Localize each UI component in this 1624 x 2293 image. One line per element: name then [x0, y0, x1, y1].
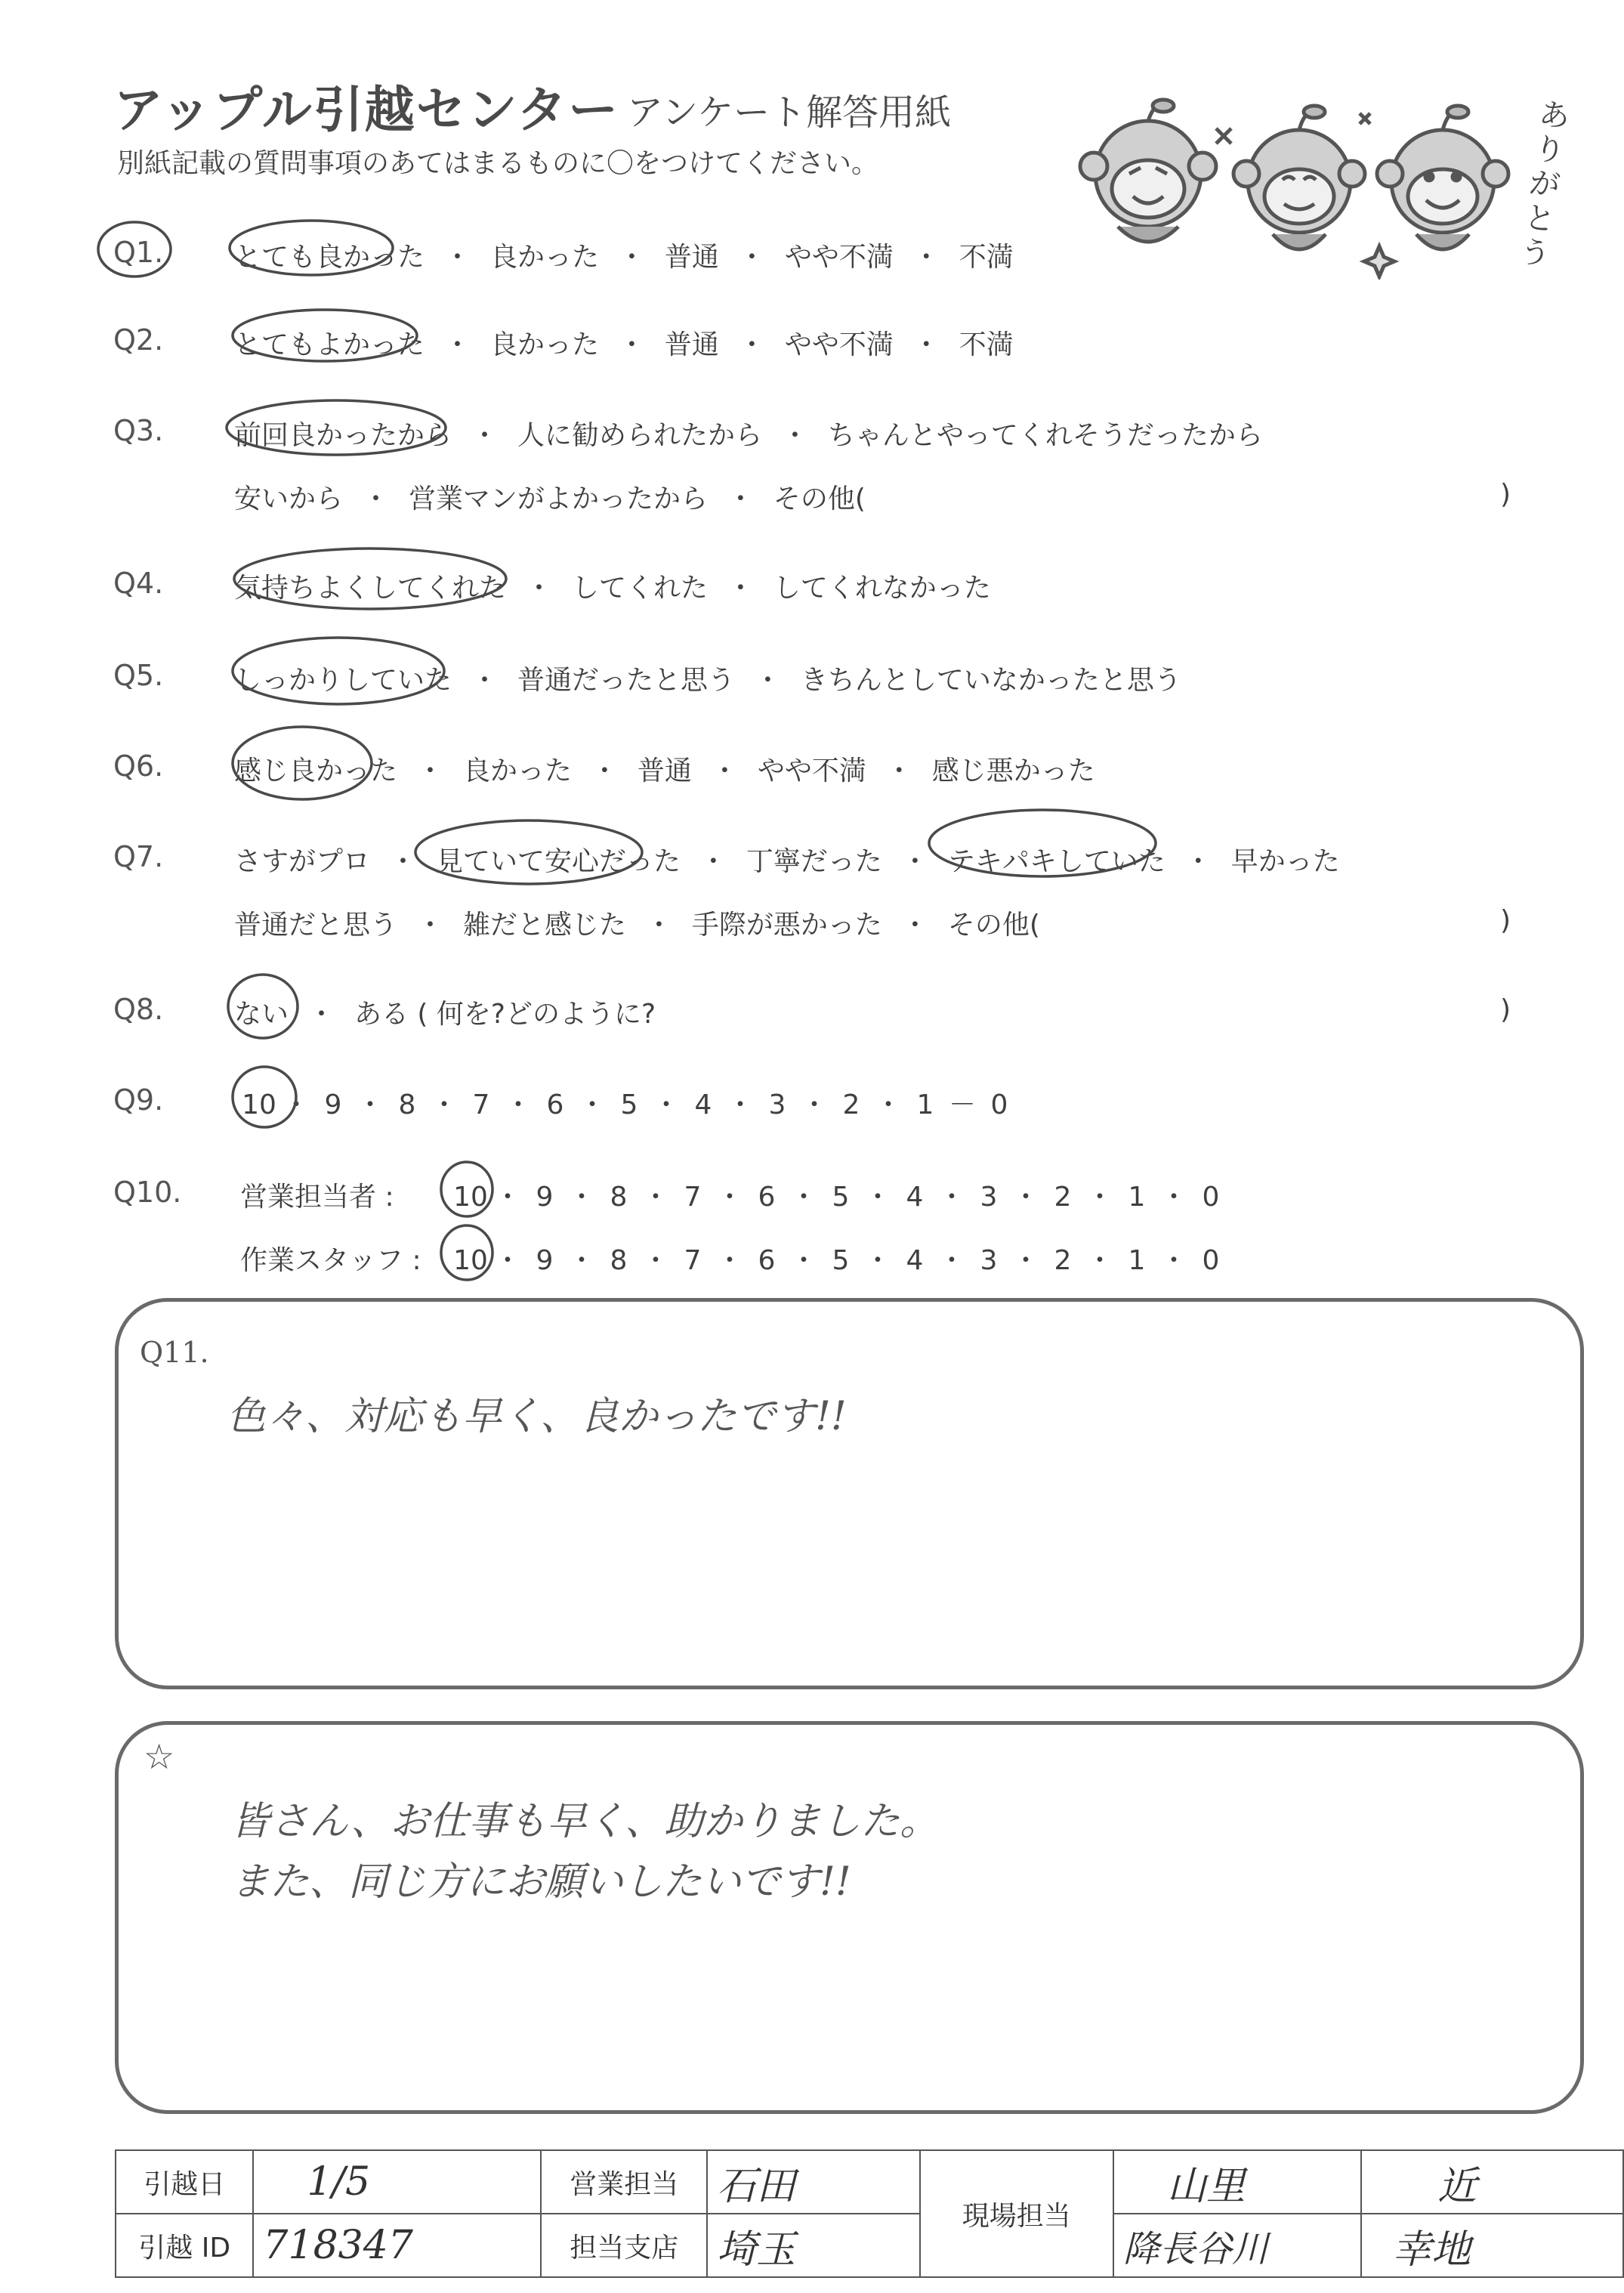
- q9-scale-value-8[interactable]: 8: [398, 1089, 416, 1120]
- field-rep-2: 近: [1361, 2150, 1623, 2214]
- field-rep-1: 山里: [1113, 2150, 1361, 2214]
- q9-scale-separator: ・: [578, 1089, 606, 1120]
- q10-staff-scale-value-3[interactable]: 3: [980, 1245, 998, 1276]
- q10-sales-scale-separator: ・: [715, 1182, 743, 1213]
- q1-opt-2[interactable]: 良かった: [489, 242, 599, 273]
- q6-opt-5[interactable]: 感じ悪かった: [931, 756, 1095, 786]
- q10-sales-scale-separator: ・: [493, 1182, 521, 1213]
- q9-scale-value-4[interactable]: 4: [694, 1089, 712, 1120]
- q10-sales-scale-value-8[interactable]: 8: [610, 1182, 628, 1213]
- q10-sales-scale-value-10[interactable]: 10: [453, 1182, 488, 1213]
- q1-label: Q1.: [113, 236, 164, 269]
- q3-opt-4[interactable]: 安いから: [234, 484, 344, 515]
- q9-scale-value-3[interactable]: 3: [768, 1089, 786, 1120]
- q10-sales-scale-value-9[interactable]: 9: [536, 1182, 554, 1213]
- q10-sales-scale-separator: ・: [641, 1182, 669, 1213]
- q9-scale-value-0[interactable]: 0: [990, 1089, 1008, 1120]
- q10-staff-scale-value-10[interactable]: 10: [453, 1245, 488, 1276]
- q4-label: Q4.: [113, 567, 164, 600]
- q6-opt-3[interactable]: 普通: [637, 756, 692, 786]
- branch-label: 担当支店: [541, 2214, 707, 2277]
- q9-scale-separator: ・: [282, 1089, 310, 1120]
- q10-staff-scale-value-9[interactable]: 9: [536, 1245, 554, 1276]
- q9-scale-value-2[interactable]: 2: [842, 1089, 860, 1120]
- instruction-text: 別紙記載の質問事項のあてはまるものに〇をつけてください。: [117, 148, 879, 179]
- q9-scale-separator: ・: [726, 1089, 754, 1120]
- q9-scale-value-7[interactable]: 7: [472, 1089, 490, 1120]
- q10-staff-scale-value-4[interactable]: 4: [906, 1245, 924, 1276]
- q7-options-row2: 普通だと思う ・ 雑だと感じた ・ 手際が悪かった ・ その他(: [234, 910, 1040, 941]
- q3-opt-3[interactable]: ちゃんとやってくれそうだったから: [827, 420, 1263, 451]
- q1-opt-5[interactable]: 不満: [959, 242, 1014, 273]
- q5-opt-2[interactable]: 普通だったと思う: [517, 665, 735, 696]
- q10-sales-scale-value-0[interactable]: 0: [1202, 1182, 1220, 1213]
- q6-opt-4[interactable]: やや不満: [757, 756, 866, 786]
- q9-scale-value-6[interactable]: 6: [546, 1089, 564, 1120]
- q7-opt-1[interactable]: さすがプロ: [234, 846, 371, 877]
- q11-label: Q11.: [140, 1336, 209, 1369]
- q10-sales-scale-separator: ・: [1011, 1182, 1039, 1213]
- q1-opt-3[interactable]: 普通: [664, 242, 719, 273]
- q10-staff-scale-value-7[interactable]: 7: [684, 1245, 702, 1276]
- footer-info-table: [115, 2149, 1624, 2278]
- q10-sales-scale-separator: ・: [1159, 1182, 1187, 1213]
- q7-options-row1: さすがプロ ・ 見ていて安心だった ・ 丁寧だった ・ テキパキしていた ・ 早かった: [234, 846, 1340, 877]
- q9-scale-separator: ・: [652, 1089, 680, 1120]
- q10-sales-scale-value-6[interactable]: 6: [758, 1182, 776, 1213]
- q10-sales-scale-separator: ・: [567, 1182, 595, 1213]
- q10-sales-scale: [452, 1176, 1230, 1214]
- q7-opt-6[interactable]: 普通だと思う: [234, 910, 398, 941]
- q11-comment-box[interactable]: [115, 1298, 1584, 1689]
- sales-rep-value: 石田: [707, 2150, 920, 2214]
- q3-options-row2: 安いから ・ 営業マンがよかったから ・ その他(: [234, 484, 866, 515]
- q10-staff-scale-value-0[interactable]: 0: [1202, 1245, 1220, 1276]
- q4-opt-3[interactable]: してくれなかった: [773, 573, 991, 604]
- monkey-mascot-illustration: [1057, 83, 1541, 280]
- q6-options: 感じ良かった ・ 良かった ・ 普通 ・ やや不満 ・ 感じ悪かった: [234, 756, 1095, 786]
- free-comment-line1: 皆さん、お仕事も早く、助かりました。: [230, 1799, 940, 1844]
- q3-opt-6[interactable]: その他(: [773, 484, 866, 515]
- q8-opt-1[interactable]: ない: [234, 999, 289, 1030]
- q10-staff-scale-separator: ・: [1011, 1245, 1039, 1276]
- q9-scale-separator: ・: [356, 1089, 384, 1120]
- q10-sales-scale-value-4[interactable]: 4: [906, 1182, 924, 1213]
- q10-staff-scale-separator: ・: [567, 1245, 595, 1276]
- q9-scale-value-5[interactable]: 5: [620, 1089, 638, 1120]
- q10-staff-scale-separator: ・: [789, 1245, 817, 1276]
- q10-staff-scale-value-6[interactable]: 6: [758, 1245, 776, 1276]
- q10-sales-scale-separator: ・: [1085, 1182, 1113, 1213]
- q10-label: Q10.: [113, 1176, 182, 1209]
- q7-opt-7[interactable]: 雑だと感じた: [462, 910, 626, 941]
- q8-options: ない ・ ある ( 何を?どのように?: [234, 999, 656, 1030]
- q10-sales-scale-value-2[interactable]: 2: [1054, 1182, 1072, 1213]
- q2-opt-3[interactable]: 普通: [664, 329, 719, 360]
- q7-label: Q7.: [113, 840, 164, 873]
- q10-sales-scale-separator: ・: [863, 1182, 891, 1213]
- q9-scale: [240, 1083, 1018, 1122]
- field-rep-4: 幸地: [1361, 2214, 1623, 2277]
- field-rep-3: 降長谷川: [1113, 2214, 1361, 2277]
- q3-options-row1: 前回良かったから ・ 人に勧められたから ・ ちゃんとやってくれそうだったから: [234, 420, 1263, 451]
- q3-label: Q3.: [113, 414, 164, 447]
- q10-sales-label: 営業担当者 :: [240, 1182, 394, 1213]
- q10-staff-scale-value-8[interactable]: 8: [610, 1245, 628, 1276]
- star-icon: ☆: [144, 1736, 175, 1777]
- q7-opt-8[interactable]: 手際が悪かった: [691, 910, 882, 941]
- move-id-label: 引越 ID: [116, 2214, 253, 2277]
- q4-opt-2[interactable]: してくれた: [571, 573, 708, 604]
- q10-staff-scale-separator: ・: [715, 1245, 743, 1276]
- q7-opt-2[interactable]: 見ていて安心だった: [435, 846, 681, 877]
- q2-opt-4[interactable]: やや不満: [784, 329, 894, 360]
- q4-options: 気持ちよくしてくれた ・ してくれた ・ してくれなかった: [234, 573, 991, 604]
- q6-opt-2[interactable]: 良かった: [462, 756, 572, 786]
- q3-opt-5[interactable]: 営業マンがよかったから: [408, 484, 708, 515]
- q5-options: しっかりしていた ・ 普通だったと思う ・ きちんとしていなかったと思う: [234, 665, 1181, 696]
- q4-opt-1[interactable]: 気持ちよくしてくれた: [234, 573, 507, 604]
- q5-opt-3[interactable]: きちんとしていなかったと思う: [800, 665, 1181, 696]
- q9-scale-value-9[interactable]: 9: [324, 1089, 342, 1120]
- free-comment-box[interactable]: [115, 1721, 1584, 2114]
- q9-scale-separator: －: [948, 1089, 976, 1120]
- q8-close-paren: ): [1500, 994, 1511, 1025]
- q2-opt-2[interactable]: 良かった: [489, 329, 599, 360]
- q10-sales-scale-separator: ・: [789, 1182, 817, 1213]
- form-title: アップル引越センター: [113, 81, 620, 139]
- q6-opt-1[interactable]: 感じ良かった: [234, 756, 398, 786]
- q10-sales-scale-separator: ・: [937, 1182, 965, 1213]
- q3-opt-2[interactable]: 人に勧められたから: [517, 420, 762, 451]
- q9-scale-separator: ・: [800, 1089, 828, 1120]
- field-rep-label: 現場担当: [920, 2150, 1113, 2277]
- q2-opt-5[interactable]: 不満: [959, 329, 1014, 360]
- q10-sales-scale-value-5[interactable]: 5: [832, 1182, 850, 1213]
- q2-label: Q2.: [113, 323, 164, 357]
- q3-opt-1[interactable]: 前回良かったから: [234, 420, 452, 451]
- q10-sales-scale-value-1[interactable]: 1: [1128, 1182, 1146, 1213]
- thanks-text: ありがとう: [1517, 96, 1572, 273]
- branch-value: 埼玉: [707, 2214, 920, 2277]
- form-subtitle: アンケート解答用紙: [627, 91, 952, 134]
- q9-scale-separator: ・: [874, 1089, 902, 1120]
- q2-options: とてもよかった ・ 良かった ・ 普通 ・ やや不満 ・ 不満: [234, 329, 1014, 360]
- q10-staff-scale-value-2[interactable]: 2: [1054, 1245, 1072, 1276]
- q9-scale-value-10[interactable]: 10: [242, 1089, 276, 1120]
- move-date-label: 引越日: [116, 2150, 253, 2214]
- q7-opt-3[interactable]: 丁寧だった: [746, 846, 882, 877]
- q7-opt-9[interactable]: その他(: [947, 910, 1040, 941]
- q1-options: とても良かった ・ 良かった ・ 普通 ・ やや不満 ・ 不満: [234, 242, 1014, 273]
- q10-sales-scale-value-3[interactable]: 3: [980, 1182, 998, 1213]
- q10-staff-scale-value-1[interactable]: 1: [1128, 1245, 1146, 1276]
- q5-opt-1[interactable]: しっかりしていた: [234, 665, 452, 696]
- q6-label: Q6.: [113, 749, 164, 783]
- free-comment-line2: また、同じ方にお願いしたいです!!: [230, 1859, 851, 1905]
- sales-rep-label: 営業担当: [541, 2150, 707, 2214]
- q7-opt-4[interactable]: テキパキしていた: [947, 846, 1166, 877]
- q10-staff-scale-value-5[interactable]: 5: [832, 1245, 850, 1276]
- move-date-value: 1/5: [253, 2150, 541, 2214]
- q11-handwritten-answer: 色々、対応も早く、良かったです!!: [227, 1394, 847, 1439]
- q8-label: Q8.: [113, 993, 164, 1026]
- q10-staff-scale: [452, 1239, 1230, 1278]
- q9-scale-separator: ・: [430, 1089, 458, 1120]
- q8-opt-2[interactable]: ある ( 何を?どのように?: [354, 999, 656, 1030]
- q9-scale-separator: ・: [504, 1089, 532, 1120]
- q7-close-paren: ): [1500, 905, 1511, 936]
- q9-scale-value-1[interactable]: 1: [916, 1089, 934, 1120]
- q5-label: Q5.: [113, 659, 164, 692]
- q3-close-paren: ): [1500, 479, 1511, 510]
- q2-opt-1[interactable]: とてもよかった: [234, 329, 425, 360]
- q10-sales-scale-value-7[interactable]: 7: [684, 1182, 702, 1213]
- q1-opt-4[interactable]: やや不満: [784, 242, 894, 273]
- q10-staff-scale-separator: ・: [1085, 1245, 1113, 1276]
- q10-staff-scale-separator: ・: [1159, 1245, 1187, 1276]
- q10-staff-scale-separator: ・: [641, 1245, 669, 1276]
- q10-staff-scale-separator: ・: [493, 1245, 521, 1276]
- move-id-value: 718347: [253, 2214, 541, 2277]
- q10-staff-label: 作業スタッフ :: [240, 1245, 421, 1276]
- q10-staff-scale-separator: ・: [863, 1245, 891, 1276]
- q1-opt-1[interactable]: とても良かった: [234, 242, 425, 273]
- q10-staff-scale-separator: ・: [937, 1245, 965, 1276]
- q9-label: Q9.: [113, 1083, 164, 1117]
- q7-opt-5[interactable]: 早かった: [1230, 846, 1340, 877]
